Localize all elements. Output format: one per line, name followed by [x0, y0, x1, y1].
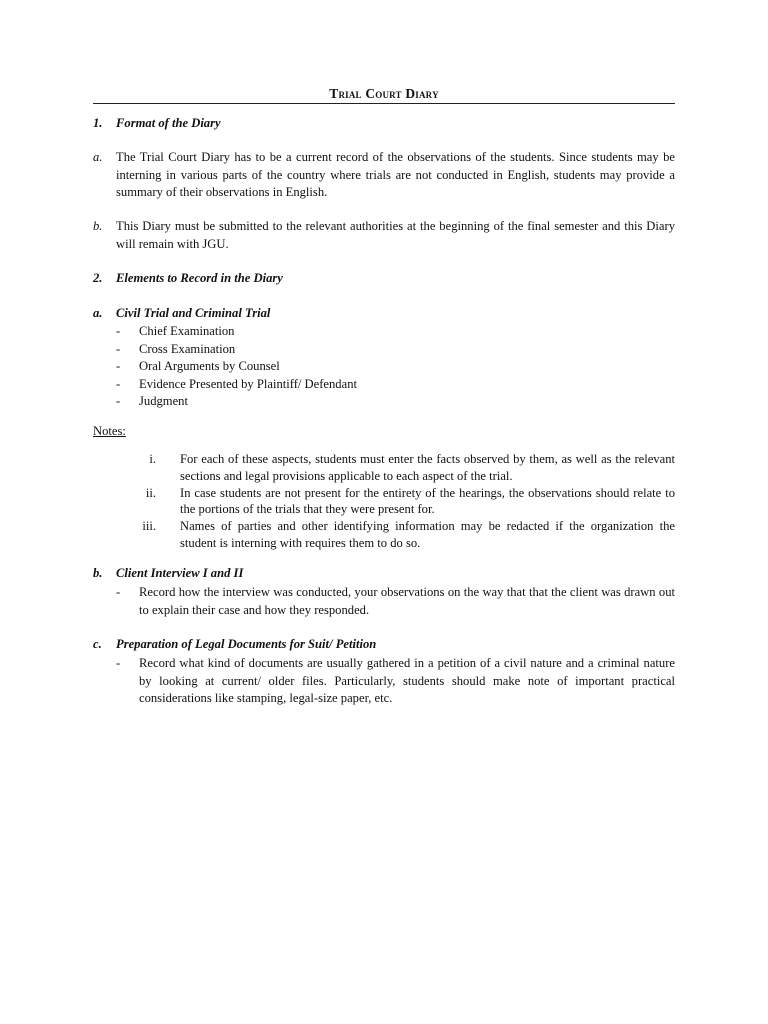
section-2-heading — [93, 271, 283, 286]
subsection-a-heading — [93, 306, 270, 321]
paragraph-1a-text: The Trial Court Diary has to be a current record of the observations of the students. Since students may be interning in various parts of the country where trials are not conducted in English, students may provide a summary of their observations in English. — [116, 150, 675, 200]
paragraph-1b-label: b. — [93, 219, 103, 233]
paragraph-1b — [93, 218, 675, 253]
note-number: ii. — [145, 485, 156, 500]
subsection-b-list — [116, 584, 675, 619]
subsection-c-number: c. — [93, 637, 102, 651]
list-item: - Record how the interview was conducted, your observations on the way that that the client was drawn out to explain their case and how they responded. — [116, 585, 675, 617]
subsection-c-list — [116, 655, 675, 708]
list-item: - Cross Examination — [116, 341, 236, 356]
document-title: Trial Court Diary — [329, 86, 439, 101]
paragraph-1b-text: This Diary must be submitted to the relevant authorities at the beginning of the final semester and this Diary will remain with JGU. — [116, 219, 675, 251]
notes-list — [93, 451, 675, 552]
note-number: iii. — [142, 519, 156, 534]
section-1-number: 1. — [93, 116, 103, 130]
list-item: - Judgment — [116, 394, 188, 409]
list-item: - Record what kind of documents are usually gathered in a petition of a civil nature and a criminal nature by looking at current/ older files. Particularly, students should make note of important practical considerations like stamping, legal-size paper, etc. — [116, 656, 675, 706]
paragraph-1a-label: a. — [93, 150, 103, 164]
section-1-heading — [93, 116, 221, 131]
note-item — [93, 485, 675, 519]
list-item: - Oral Arguments by Counsel — [116, 359, 280, 374]
section-2-title: Elements to Record in the Diary — [116, 271, 283, 285]
subsection-c-title: Preparation of Legal Documents for Suit/ Petition — [116, 637, 377, 651]
list-item: - Evidence Presented by Plaintiff/ Defendant — [116, 376, 357, 391]
title-rule — [93, 103, 675, 104]
subsection-b-title: Client Interview I and II — [116, 566, 244, 580]
note-item — [93, 518, 675, 552]
subsection-a-title: Civil Trial and Criminal Trial — [116, 306, 271, 320]
subsection-b-heading — [93, 566, 243, 581]
subsection-a-number: a. — [93, 306, 103, 320]
section-1-title: Format of the Diary — [116, 116, 221, 130]
note-number: i. — [149, 452, 156, 466]
subsection-b-number: b. — [93, 566, 103, 580]
paragraph-1a — [93, 149, 675, 202]
note-item — [93, 451, 675, 485]
subsection-a-list — [116, 323, 675, 411]
notes-label: Notes: — [93, 424, 126, 438]
note-text: Names of parties and other identifying information may be redacted if the organization the student is interning with requires them to do so. — [180, 519, 675, 550]
note-text: In case students are not present for the entirety of the hearings, the observations should relate to the portions of the trials that they were present for. — [180, 485, 675, 517]
subsection-c-heading — [93, 637, 376, 652]
note-text: For each of these aspects, students must enter the facts observed by them, as well as the relevant sections and legal provisions applicable to each aspect of the trial. — [180, 452, 675, 483]
section-2-number: 2. — [93, 271, 103, 285]
list-item: - Chief Examination — [116, 324, 235, 338]
